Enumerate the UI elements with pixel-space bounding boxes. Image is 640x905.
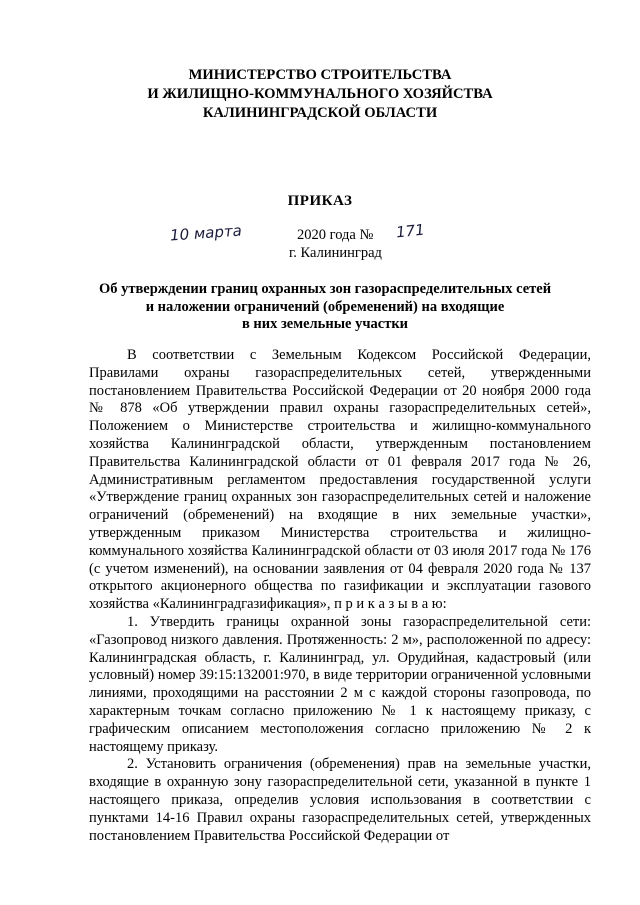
ministry-header bbox=[0, 66, 640, 123]
order-date-line: 2020 года № bbox=[297, 227, 374, 243]
clause-1-paragraph: 1. Утвердить границы охранной зоны газораспределительной сети: «Газопровод низкого давления. Протяженность: 2 м», расположенной по адресу: Калининградская область, г. Калининград, ул. Орудийная, кадастровый (или условный) номер 39:15:132001:970, в виде территории ограниченной условными линиями, проходящими на расстоянии 2 м с каждой стороны газопровода, по характерным точкам согласно приложению № 1 к настоящему приказу, с графическим описанием местоположения согласно приложению № 2 к настоящему приказу. bbox=[89, 613, 591, 755]
handwritten-order-number: 171 bbox=[395, 220, 426, 242]
order-title: ПРИКАЗ bbox=[287, 193, 353, 209]
subject-line-3: в них земельные участки bbox=[241, 316, 409, 332]
ministry-line-2: И ЖИЛИЩНО-КОММУНАЛЬНОГО ХОЗЯЙСТВА bbox=[147, 86, 493, 102]
ministry-line-1: МИНИСТЕРСТВО СТРОИТЕЛЬСТВА bbox=[188, 67, 452, 83]
ministry-line-3: КАЛИНИНГРАДСКОЙ ОБЛАСТИ bbox=[202, 105, 438, 121]
subject-line-2: и наложении ограничений (обременений) на входящие bbox=[145, 298, 505, 315]
order-city: г. Калининград bbox=[289, 245, 382, 261]
preamble-paragraph: В соответствии с Земельным Кодексом Российской Федерации, Правилами охраны газораспределительных сетей, утвержденными постановлением Правительства Российской Федерации от 20 ноября 2000 года № 878 «Об утверждении правил охраны газораспределительных сетей», Положением о Министерстве строительства и жилищно-коммунального хозяйства Калининградской области, утвержденным постановлением Правительства Калининградской области от 01 февраля 2017 года № 26, Административным регламентом предоставления государственной услуги «Утверждение границ охранных зон газораспределительных сетей и наложение ограничений (обременений) на входящие в них земельные участки», утвержденным приказом Министерства строительства и жилищно-коммунального хозяйства Калининградской области от 03 июля 2017 года № 176 (с учетом изменений), на основании заявления от 04 февраля 2020 года № 137 открытого акционерного общества по газификации и эксплуатации газового хозяйства «Калининградгазификация», п р и к а з ы в а ю: bbox=[89, 347, 591, 613]
clause-2-paragraph: 2. Установить ограничения (обременения) прав на земельные участки, входящие в охранную зону газораспределительной сети, указанной в пункте 1 настоящего приказа, определив условия использования в соответствии с пунктами 14-16 Правил охраны газораспределительных сетей, утвержденных постановлением Правительства Российской Федерации от bbox=[89, 756, 591, 844]
subject-line-1: Об утверждении границ охранных зон газораспределительных сетей bbox=[98, 281, 552, 297]
handwritten-date: 10 марта bbox=[169, 221, 243, 245]
order-subject bbox=[90, 281, 560, 334]
order-body bbox=[89, 347, 591, 845]
